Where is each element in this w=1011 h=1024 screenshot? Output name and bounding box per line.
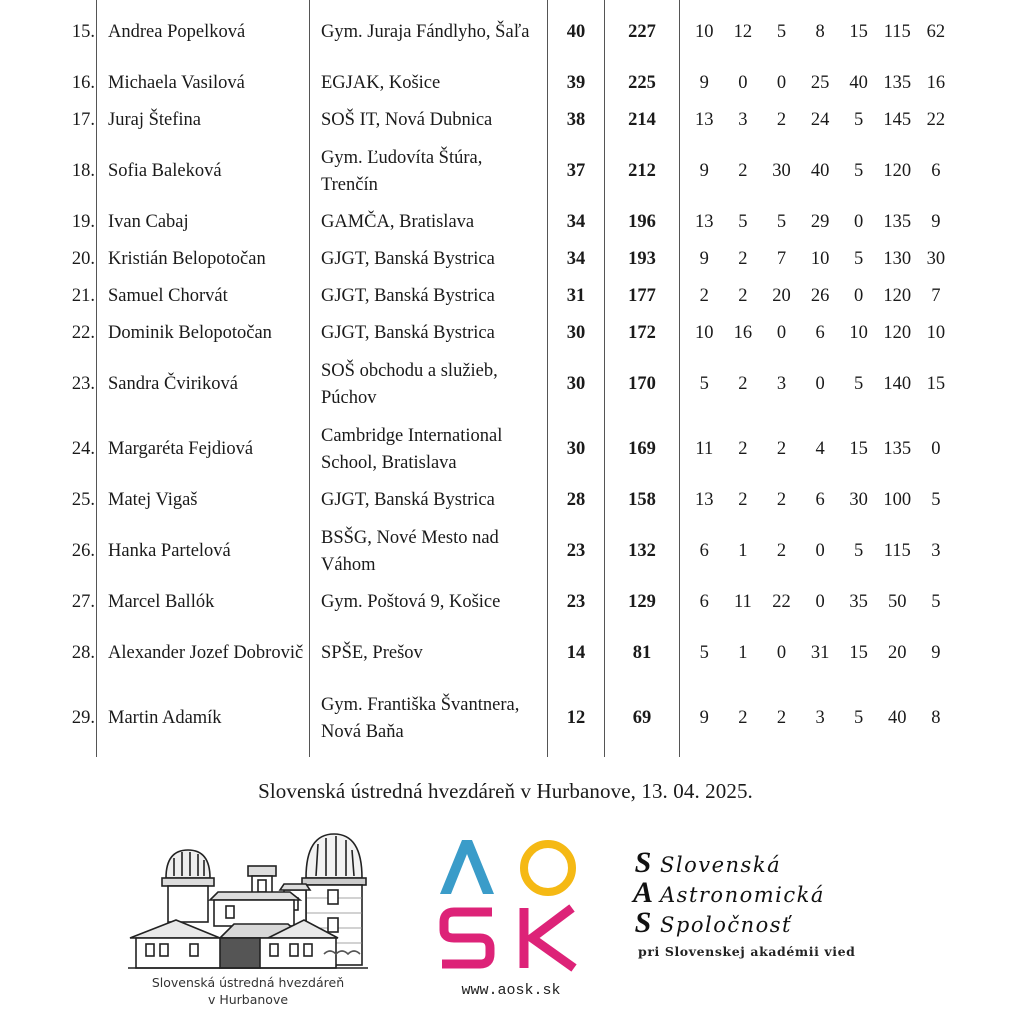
sas-monogram-s1: S [634, 846, 652, 879]
sas-monogram-a: A [632, 876, 653, 909]
task-score-cell: 7 [931, 286, 941, 306]
task-score-cell: 2 [776, 490, 787, 510]
task-score-cell: 100 [883, 490, 912, 510]
task-score-cell: 120 [883, 161, 912, 181]
table-row [48, 417, 955, 482]
task-score-cell: 0 [815, 592, 825, 612]
task-score-cell: 3 [738, 110, 748, 130]
table-row [48, 352, 955, 417]
school-cell [310, 0, 548, 65]
results-table [48, 0, 956, 757]
task-score-cell: 6 [680, 519, 724, 584]
task-score-cell: 2 [738, 708, 748, 728]
task-score-cell: 29 [810, 212, 830, 232]
task-score-cell: 22 [772, 592, 791, 612]
table-tail-spacer [48, 751, 955, 757]
task-score-cell: 11 [733, 592, 752, 612]
score-cell: 132 [605, 519, 680, 584]
task-score-cell: 8 [931, 708, 941, 728]
task-score-cell: 8 [815, 22, 825, 42]
school-cell [310, 686, 548, 751]
task-score-cell: 120 [883, 323, 912, 343]
task-score-cell: 15 [849, 643, 868, 663]
task-score-cell: 16 [926, 73, 946, 93]
school-cell [310, 352, 548, 417]
score-cell: 81 [605, 621, 680, 686]
rank-cell: 19. [71, 212, 95, 232]
task-score-cell: 0 [738, 73, 748, 93]
rank-cell: 27. [71, 592, 95, 612]
observatory-building-icon [128, 828, 368, 973]
task-score-cell: 12 [733, 22, 753, 42]
rank-cell: 28. [71, 643, 95, 663]
school-text: Gym. Františka Švantnera, Nová Baňa [321, 694, 520, 742]
points-cell: 34 [548, 241, 605, 278]
aosk-letter-s [442, 912, 492, 964]
table-row [48, 519, 955, 584]
school-cell [310, 241, 548, 278]
task-score-cell: 130 [883, 249, 912, 269]
task-score-cell: 6 [931, 161, 941, 181]
table-row [48, 0, 955, 65]
task-score-cell: 16 [733, 323, 753, 343]
task-score-cell: 2 [776, 439, 787, 459]
school-text: GAMČA, Bratislava [321, 212, 475, 232]
school-cell [310, 482, 548, 519]
task-score-cell: 5 [738, 212, 748, 232]
name-cell: Samuel Chorvát [97, 278, 310, 315]
school-text: Gym. Ľudovíta Štúra, Trenčín [321, 147, 483, 195]
task-score-cell: 5 [931, 490, 941, 510]
rank-cell: 18. [71, 161, 95, 181]
aosk-letter-a [440, 840, 494, 894]
table-row [48, 204, 955, 241]
sas-row-3 [628, 908, 908, 938]
school-cell [310, 519, 548, 584]
points-cell: 23 [548, 584, 605, 621]
school-text: BSŠG, Nové Mesto nad Váhom [321, 527, 499, 575]
task-score-cell: 0 [854, 286, 864, 306]
task-score-cell: 30 [849, 490, 868, 510]
name-cell: Alexander Jozef Dobrovič [97, 621, 310, 686]
task-score-cell: 9 [680, 241, 724, 278]
sas-logo [628, 848, 908, 978]
school-text: GJGT, Banská Bystrica [321, 249, 495, 269]
points-cell: 30 [548, 417, 605, 482]
score-cell: 214 [605, 102, 680, 139]
sas-line1: Slovenská [660, 853, 782, 877]
rank-cell: 24. [71, 439, 95, 459]
name-cell: Juraj Štefina [97, 102, 310, 139]
task-score-cell: 7 [776, 249, 787, 269]
points-cell: 34 [548, 204, 605, 241]
task-score-cell: 3 [776, 374, 787, 394]
school-text: GJGT, Banská Bystrica [321, 286, 495, 306]
score-cell: 169 [605, 417, 680, 482]
points-cell: 30 [548, 315, 605, 352]
task-score-cell: 20 [772, 286, 791, 306]
task-score-cell: 2 [738, 249, 748, 269]
table-row [48, 278, 955, 315]
name-cell: Marcel Ballók [97, 584, 310, 621]
task-score-cell: 135 [883, 439, 912, 459]
table-row [48, 315, 955, 352]
sas-line3: Spoločnosť [660, 913, 792, 937]
task-score-cell: 10 [810, 249, 830, 269]
points-cell: 12 [548, 686, 605, 751]
task-score-cell: 20 [888, 643, 907, 663]
table-row [48, 241, 955, 278]
school-text: GJGT, Banská Bystrica [321, 490, 495, 510]
task-score-cell: 9 [931, 643, 941, 663]
rank-cell: 25. [71, 490, 95, 510]
school-cell [310, 621, 548, 686]
spacer-cell [605, 751, 680, 757]
sas-row-1 [628, 848, 908, 878]
task-score-cell: 5 [680, 352, 724, 417]
name-cell: Andrea Popelková [97, 0, 310, 65]
table-row [48, 621, 955, 686]
task-score-cell: 40 [810, 161, 830, 181]
sas-monogram-s2: S [634, 906, 652, 939]
task-score-cell: 10 [680, 0, 724, 65]
task-score-cell: 13 [680, 204, 724, 241]
task-score-cell: 22 [926, 110, 946, 130]
spacer-cell [548, 751, 605, 757]
points-cell: 28 [548, 482, 605, 519]
task-score-cell: 0 [776, 323, 787, 343]
school-text: SOŠ obchodu a služieb, Púchov [321, 360, 498, 408]
school-text: EGJAK, Košice [321, 73, 441, 93]
sas-row-2 [628, 878, 908, 908]
name-cell: Sofia Baleková [97, 139, 310, 204]
points-cell: 14 [548, 621, 605, 686]
task-score-cell: 1 [738, 643, 748, 663]
task-score-cell: 5 [776, 212, 787, 232]
name-cell: Kristián Belopotočan [97, 241, 310, 278]
task-score-cell: 1 [738, 541, 748, 561]
task-score-cell: 31 [810, 643, 830, 663]
points-cell: 31 [548, 278, 605, 315]
task-score-cell: 9 [931, 212, 941, 232]
task-score-cell: 5 [854, 708, 864, 728]
task-score-cell: 15 [926, 374, 946, 394]
score-cell: 170 [605, 352, 680, 417]
rank-cell: 23. [71, 374, 95, 394]
school-text: SPŠE, Prešov [321, 643, 423, 663]
points-cell: 38 [548, 102, 605, 139]
task-score-cell: 5 [854, 161, 864, 181]
task-score-cell: 2 [738, 439, 748, 459]
school-cell [310, 315, 548, 352]
name-cell: Martin Adamík [97, 686, 310, 751]
task-score-cell: 2 [776, 110, 787, 130]
task-score-cell: 120 [883, 286, 912, 306]
task-score-cell: 115 [883, 22, 911, 42]
name-cell: Sandra Čviriková [97, 352, 310, 417]
task-score-cell: 10 [849, 323, 868, 343]
rank-cell: 16. [71, 73, 95, 93]
task-score-cell: 11 [680, 417, 724, 482]
score-cell: 158 [605, 482, 680, 519]
points-cell: 39 [548, 65, 605, 102]
task-score-cell: 30 [772, 161, 791, 181]
suh-observatory-logo [128, 828, 368, 1018]
points-cell: 40 [548, 0, 605, 65]
task-score-cell: 0 [776, 643, 787, 663]
rank-cell: 20. [71, 249, 95, 269]
task-score-cell: 140 [883, 374, 912, 394]
task-score-cell: 135 [883, 212, 912, 232]
task-score-cell: 0 [815, 374, 825, 394]
score-cell: 193 [605, 241, 680, 278]
task-score-cell: 5 [854, 541, 864, 561]
task-score-cell: 3 [931, 541, 941, 561]
name-cell: Ivan Cabaj [97, 204, 310, 241]
school-cell [310, 102, 548, 139]
points-cell: 30 [548, 352, 605, 417]
suh-caption [128, 974, 368, 1008]
spacer-cell [48, 751, 97, 757]
school-cell [310, 417, 548, 482]
task-score-cell: 5 [680, 621, 724, 686]
table-row [48, 482, 955, 519]
task-score-cell: 0 [815, 541, 825, 561]
task-score-cell: 15 [849, 22, 868, 42]
sas-line2: Astronomická [660, 883, 825, 907]
task-score-cell: 2 [738, 490, 748, 510]
task-score-cell: 40 [849, 73, 868, 93]
task-score-cell: 5 [854, 249, 864, 269]
school-text: Cambridge International School, Bratislava [321, 425, 503, 473]
score-cell: 177 [605, 278, 680, 315]
score-cell: 212 [605, 139, 680, 204]
score-cell: 172 [605, 315, 680, 352]
task-score-cell: 13 [680, 482, 724, 519]
task-score-cell: 6 [680, 584, 724, 621]
task-score-cell: 2 [776, 541, 787, 561]
score-cell: 227 [605, 0, 680, 65]
points-cell: 37 [548, 139, 605, 204]
school-cell [310, 139, 548, 204]
task-score-cell: 30 [926, 249, 946, 269]
task-score-cell: 2 [776, 708, 787, 728]
school-text: GJGT, Banská Bystrica [321, 323, 495, 343]
suh-caption-line1: Slovenská ústredná hvezdáreň [151, 975, 345, 990]
suh-caption-line2: v Hurbanove [207, 992, 289, 1007]
task-score-cell: 0 [776, 73, 787, 93]
name-cell: Michaela Vasilová [97, 65, 310, 102]
rank-cell: 21. [71, 286, 95, 306]
rank-cell: 15. [71, 22, 95, 42]
task-score-cell: 10 [680, 315, 724, 352]
task-score-cell: 62 [926, 22, 946, 42]
task-score-cell: 5 [854, 110, 864, 130]
task-score-cell: 5 [854, 374, 864, 394]
task-score-cell: 6 [815, 323, 825, 343]
task-score-cell: 13 [680, 102, 724, 139]
task-score-cell: 6 [815, 490, 825, 510]
aosk-url[interactable]: www.aosk.sk [461, 982, 561, 999]
aosk-letter-o [524, 844, 572, 892]
name-cell: Hanka Partelová [97, 519, 310, 584]
task-score-cell: 115 [883, 541, 911, 561]
task-score-cell: 2 [738, 161, 748, 181]
task-score-cell: 2 [680, 278, 724, 315]
score-cell: 196 [605, 204, 680, 241]
task-score-cell: 135 [883, 73, 912, 93]
task-score-cell: 4 [815, 439, 825, 459]
task-score-cell: 9 [680, 686, 724, 751]
score-cell: 225 [605, 65, 680, 102]
points-cell: 23 [548, 519, 605, 584]
aosk-mark-icon [436, 832, 586, 972]
aosk-letter-k [524, 908, 574, 968]
aosk-logo [436, 832, 586, 1012]
school-cell [310, 204, 548, 241]
task-score-cell: 9 [680, 65, 724, 102]
task-score-cell: 5 [931, 592, 941, 612]
task-score-cell: 25 [810, 73, 830, 93]
school-text: SOŠ IT, Nová Dubnica [321, 110, 493, 130]
school-text: Gym. Poštová 9, Košice [321, 592, 501, 612]
task-score-cell: 26 [810, 286, 830, 306]
table-row [48, 102, 955, 139]
task-score-cell: 24 [810, 110, 830, 130]
school-cell [310, 584, 548, 621]
task-score-cell: 0 [854, 212, 864, 232]
task-score-cell: 2 [738, 374, 748, 394]
place-date-line: Slovenská ústredná hvezdáreň v Hurbanove, 13. 04. 2025. [258, 779, 753, 803]
table-row [48, 65, 955, 102]
name-cell: Dominik Belopotočan [97, 315, 310, 352]
name-cell: Matej Vigaš [97, 482, 310, 519]
rank-cell: 17. [71, 110, 95, 130]
rank-cell: 22. [71, 323, 95, 343]
task-score-cell: 40 [888, 708, 907, 728]
task-score-cell: 15 [849, 439, 868, 459]
spacer-cell [310, 751, 548, 757]
task-score-cell: 35 [849, 592, 868, 612]
sas-subtitle: pri Slovenskej akadémii vied [638, 944, 856, 959]
task-score-cell: 50 [888, 592, 907, 612]
spacer-cell [97, 751, 310, 757]
score-cell: 129 [605, 584, 680, 621]
rank-cell: 26. [71, 541, 95, 561]
task-score-cell: 145 [883, 110, 912, 130]
task-score-cell: 2 [738, 286, 748, 306]
name-cell: Margaréta Fejdiová [97, 417, 310, 482]
spacer-cell [680, 751, 724, 757]
school-cell [310, 278, 548, 315]
school-text: Gym. Juraja Fándlyho, Šaľa [321, 22, 530, 42]
task-score-cell: 10 [926, 323, 946, 343]
table-row [48, 584, 955, 621]
task-score-cell: 0 [931, 439, 941, 459]
task-score-cell: 9 [680, 139, 724, 204]
score-cell: 69 [605, 686, 680, 751]
table-row [48, 139, 955, 204]
school-cell [310, 65, 548, 102]
table-row [48, 686, 955, 751]
task-score-cell: 5 [776, 22, 787, 42]
task-score-cell: 3 [815, 708, 825, 728]
rank-cell: 29. [71, 708, 95, 728]
